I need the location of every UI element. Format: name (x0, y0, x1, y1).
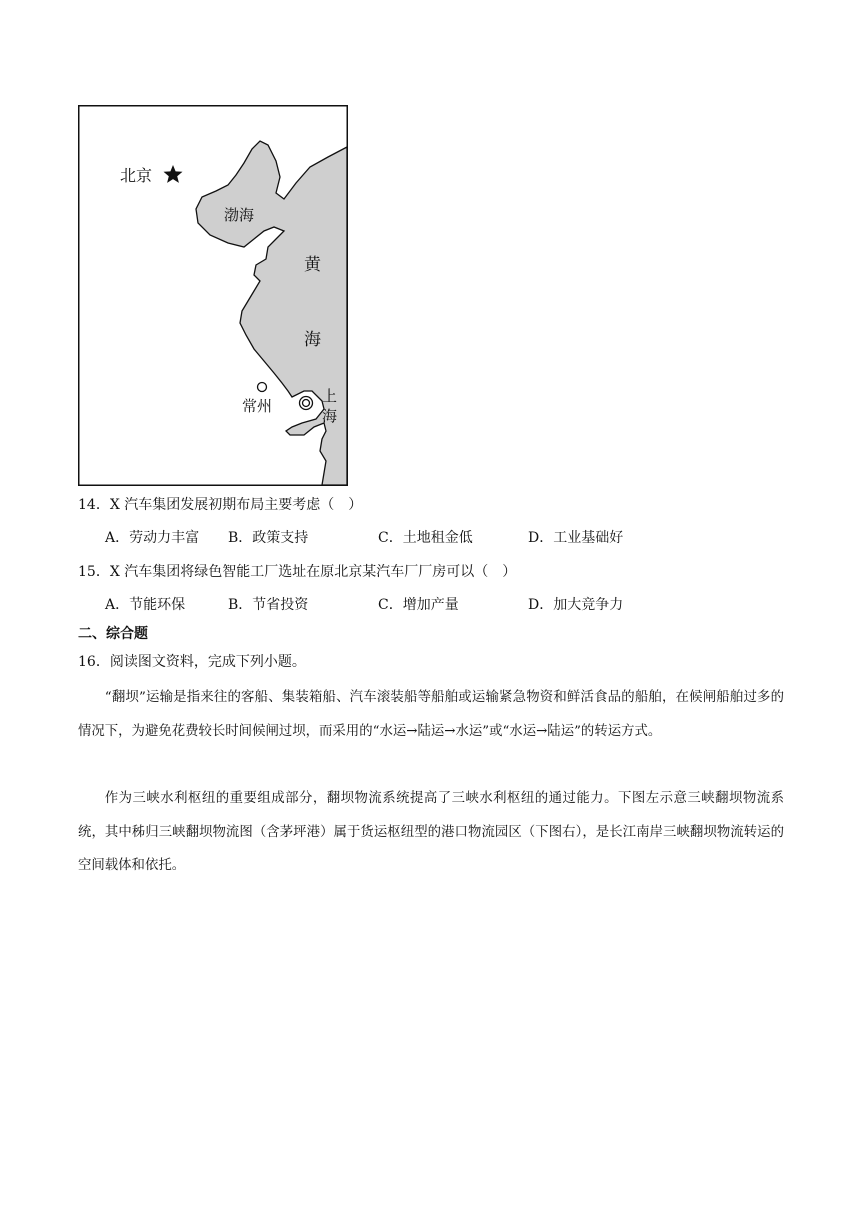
q16-paragraph-2: 作为三峡水利枢纽的重要组成部分，翻坝物流系统提高了三峡水利枢纽的通过能力。下图左示意三峡翻坝物流系统，其中秭归三峡翻坝物流图（含茅坪港）属于货运枢纽型的港口物流园区（下图右），是长江南岸三峡翻坝物流转运的空间载体和依托。 (78, 791, 784, 873)
map-label-bohai: 渤海 (224, 206, 255, 224)
map-label-huanghai-2: 海 (304, 330, 321, 350)
map-label-huanghai-1: 黄 (304, 255, 321, 275)
section-title: 二、综合题 (78, 626, 148, 642)
option-d[interactable] (528, 528, 623, 548)
question-16-stem: 16．阅读图文资料，完成下列小题。 (78, 654, 306, 670)
map-label-shanghai-2: 海 (322, 407, 338, 425)
option-text: 增加产量 (402, 597, 459, 613)
option-text: 节省投资 (252, 597, 309, 613)
question-text: X 汽车集团将绿色智能工厂选址在原北京某汽车厂厂房可以（ ） (109, 564, 517, 580)
option-letter: B． (228, 530, 253, 546)
option-letter: B． (228, 597, 253, 613)
option-b[interactable] (228, 528, 308, 548)
option-letter: A． (105, 530, 130, 546)
option-text: 土地租金低 (402, 530, 473, 546)
option-d[interactable] (528, 595, 623, 615)
option-text: 节能环保 (129, 597, 186, 613)
question-15-stem (78, 562, 516, 582)
map-figure (78, 105, 348, 486)
q16-paragraph-1: “翻坝”运输是指来往的客船、集装箱船、汽车滚装船等船舶或运输紧急物资和鲜活食品的船舶，在候闸船舶过多的情况下，为避免花费较长时间候闸过坝，而采用的“水运→陆运→水运”或“水运→陆运”的转运方式。 (78, 690, 784, 739)
option-c[interactable] (378, 528, 473, 548)
option-text: 加大竞争力 (553, 597, 624, 613)
option-text: 劳动力丰富 (129, 530, 200, 546)
option-c[interactable] (378, 595, 459, 615)
option-text: 工业基础好 (553, 530, 624, 546)
question-number: 15． (78, 564, 110, 580)
option-letter: A． (105, 597, 130, 613)
question-text: X 汽车集团发展初期布局主要考虑（ ） (109, 497, 363, 513)
option-letter: C． (378, 530, 403, 546)
option-a[interactable] (105, 595, 185, 615)
map-label-changzhou: 常州 (242, 397, 273, 415)
map-label-shanghai-1: 上 (322, 387, 338, 405)
option-letter: C． (378, 597, 403, 613)
option-b[interactable] (228, 595, 308, 615)
question-number: 14． (78, 497, 110, 513)
option-letter: D． (528, 530, 554, 546)
question-14-stem (78, 495, 362, 515)
map-svg (78, 105, 348, 486)
option-a[interactable] (105, 528, 199, 548)
map-label-beijing: 北京 (120, 166, 153, 185)
option-text: 政策支持 (252, 530, 309, 546)
option-letter: D． (528, 597, 554, 613)
changzhou-dot-icon (258, 383, 267, 392)
